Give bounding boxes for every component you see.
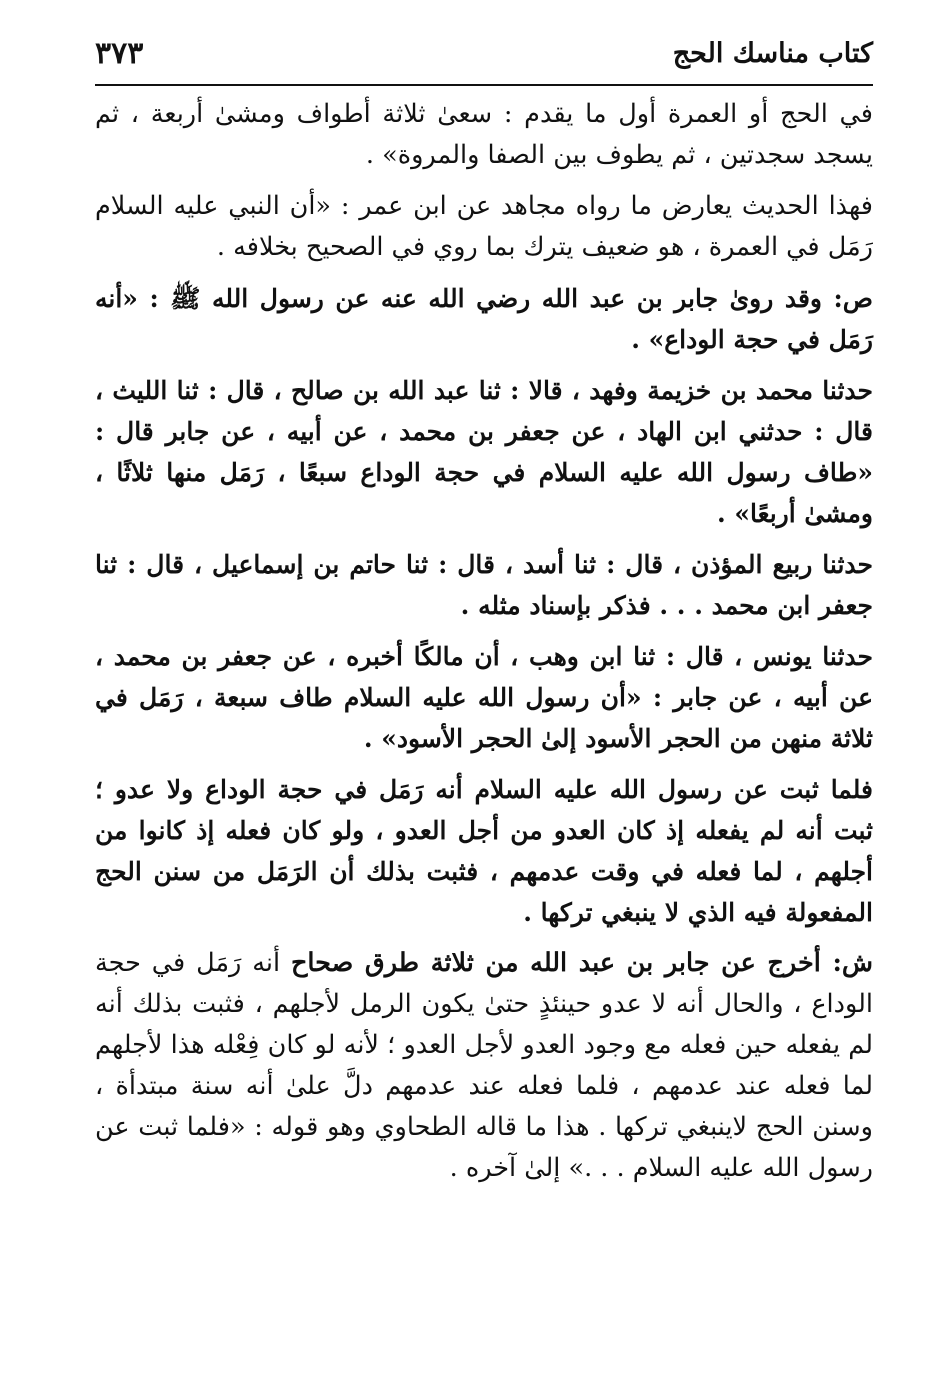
paragraph-text: حدثنا محمد بن خزيمة وفهد ، قالا : ثنا عبد الله بن صالح ، قال : ثنا الليث ، قال : حدثني ابن الهاد ، عن جعفر بن محمد ، عن أبيه ، عن جابر قال : «طاف رسول الله عليه السلام في حجة الوداع سبعًا ، رَمَل منها ثلاثًا ، ومشىٰ أربعًا» . <box>95 376 873 528</box>
sharh-lead-text: أخرج عن جابر بن عبد الله من ثلاثة طرق صحاح <box>290 948 833 978</box>
paragraph-hadith-chain <box>95 544 873 626</box>
paragraph-text: حدثنا يونس ، قال : ثنا ابن وهب ، أن مالكًا أخبره ، عن جعفر بن محمد ، عن أبيه ، عن جابر : «أن رسول الله عليه السلام طاف سبعة ، رَمَل في ثلاثة منهن من الحجر الأسود إلىٰ الحجر الأسود» . <box>95 642 873 753</box>
page-number: ٣٧٣ <box>95 36 144 71</box>
paragraph-text: حدثنا ربيع المؤذن ، قال : ثنا أسد ، قال : ثنا حاتم بن إسماعيل ، قال : ثنا جعفر ابن محمد . . . فذكر بإسناد مثله . <box>95 550 873 620</box>
book-page <box>95 30 873 1360</box>
paragraph-text: أنه رَمَل في حجة الوداع ، والحال أنه لا عدو حينئذٍ حتىٰ يكون الرمل لأجلهم ، فثبت بذلك أنه لم يفعله حين فعله مع وجود العدو لأجل العدو ؛ لأنه لو كان فِعْله هذا لأجلهم لما فعله عند عدمهم ، فلما فعله عند عدمهم دلَّ علىٰ أنه سنة مبتدأة ، وسنن الحج لاينبغي تركها . هذا ما قاله الطحاوي وهو قوله : «فلما ثبت عن رسول الله عليه السلام . . .» إلىٰ آخره . <box>95 948 873 1183</box>
paragraph-text: في الحج أو العمرة أول ما يقدم : سعىٰ ثلاثة أطواف ومشىٰ أربعة ، ثم يسجد سجدتين ، ثم يطوف بين الصفا والمروة» . <box>95 99 873 170</box>
paragraph-commentary <box>95 186 873 268</box>
paragraph-hadith-chain <box>95 370 873 534</box>
paragraph-text: فهذا الحديث يعارض ما رواه مجاهد عن ابن عمر : «أن النبي عليه السلام رَمَل في العمرة ، هو ضعيف يترك بما روي في الصحيح بخلافه . <box>95 191 873 262</box>
running-title: كتاب مناسك الحج <box>672 38 873 69</box>
paragraph-conclusion <box>95 769 873 933</box>
paragraph-matn <box>95 278 873 360</box>
page-body <box>95 86 873 1189</box>
paragraph-text: وقد روىٰ جابر بن عبد الله رضي الله عنه عن رسول الله ﷺ : «أنه رَمَل في حجة الوداع» . <box>95 284 873 354</box>
page-header <box>95 30 873 86</box>
paragraph-text: فلما ثبت عن رسول الله عليه السلام أنه رَمَل في حجة الوداع ولا عدو ؛ ثبت أنه لم يفعله إذ كان العدو من أجل العدو ، ولو كان فعله إذ كانوا من أجلهم ، لما فعله في وقت عدمهم ، فثبت بذلك أن الرَمَل من سنن الحج المفعولة فيه الذي لا ينبغي تركها . <box>95 775 873 927</box>
sharh-marker: ش: <box>832 948 873 978</box>
paragraph-hadith-chain <box>95 636 873 759</box>
matn-marker: ص: <box>833 284 873 313</box>
paragraph-sharh <box>95 943 873 1189</box>
paragraph-continuation <box>95 94 873 176</box>
